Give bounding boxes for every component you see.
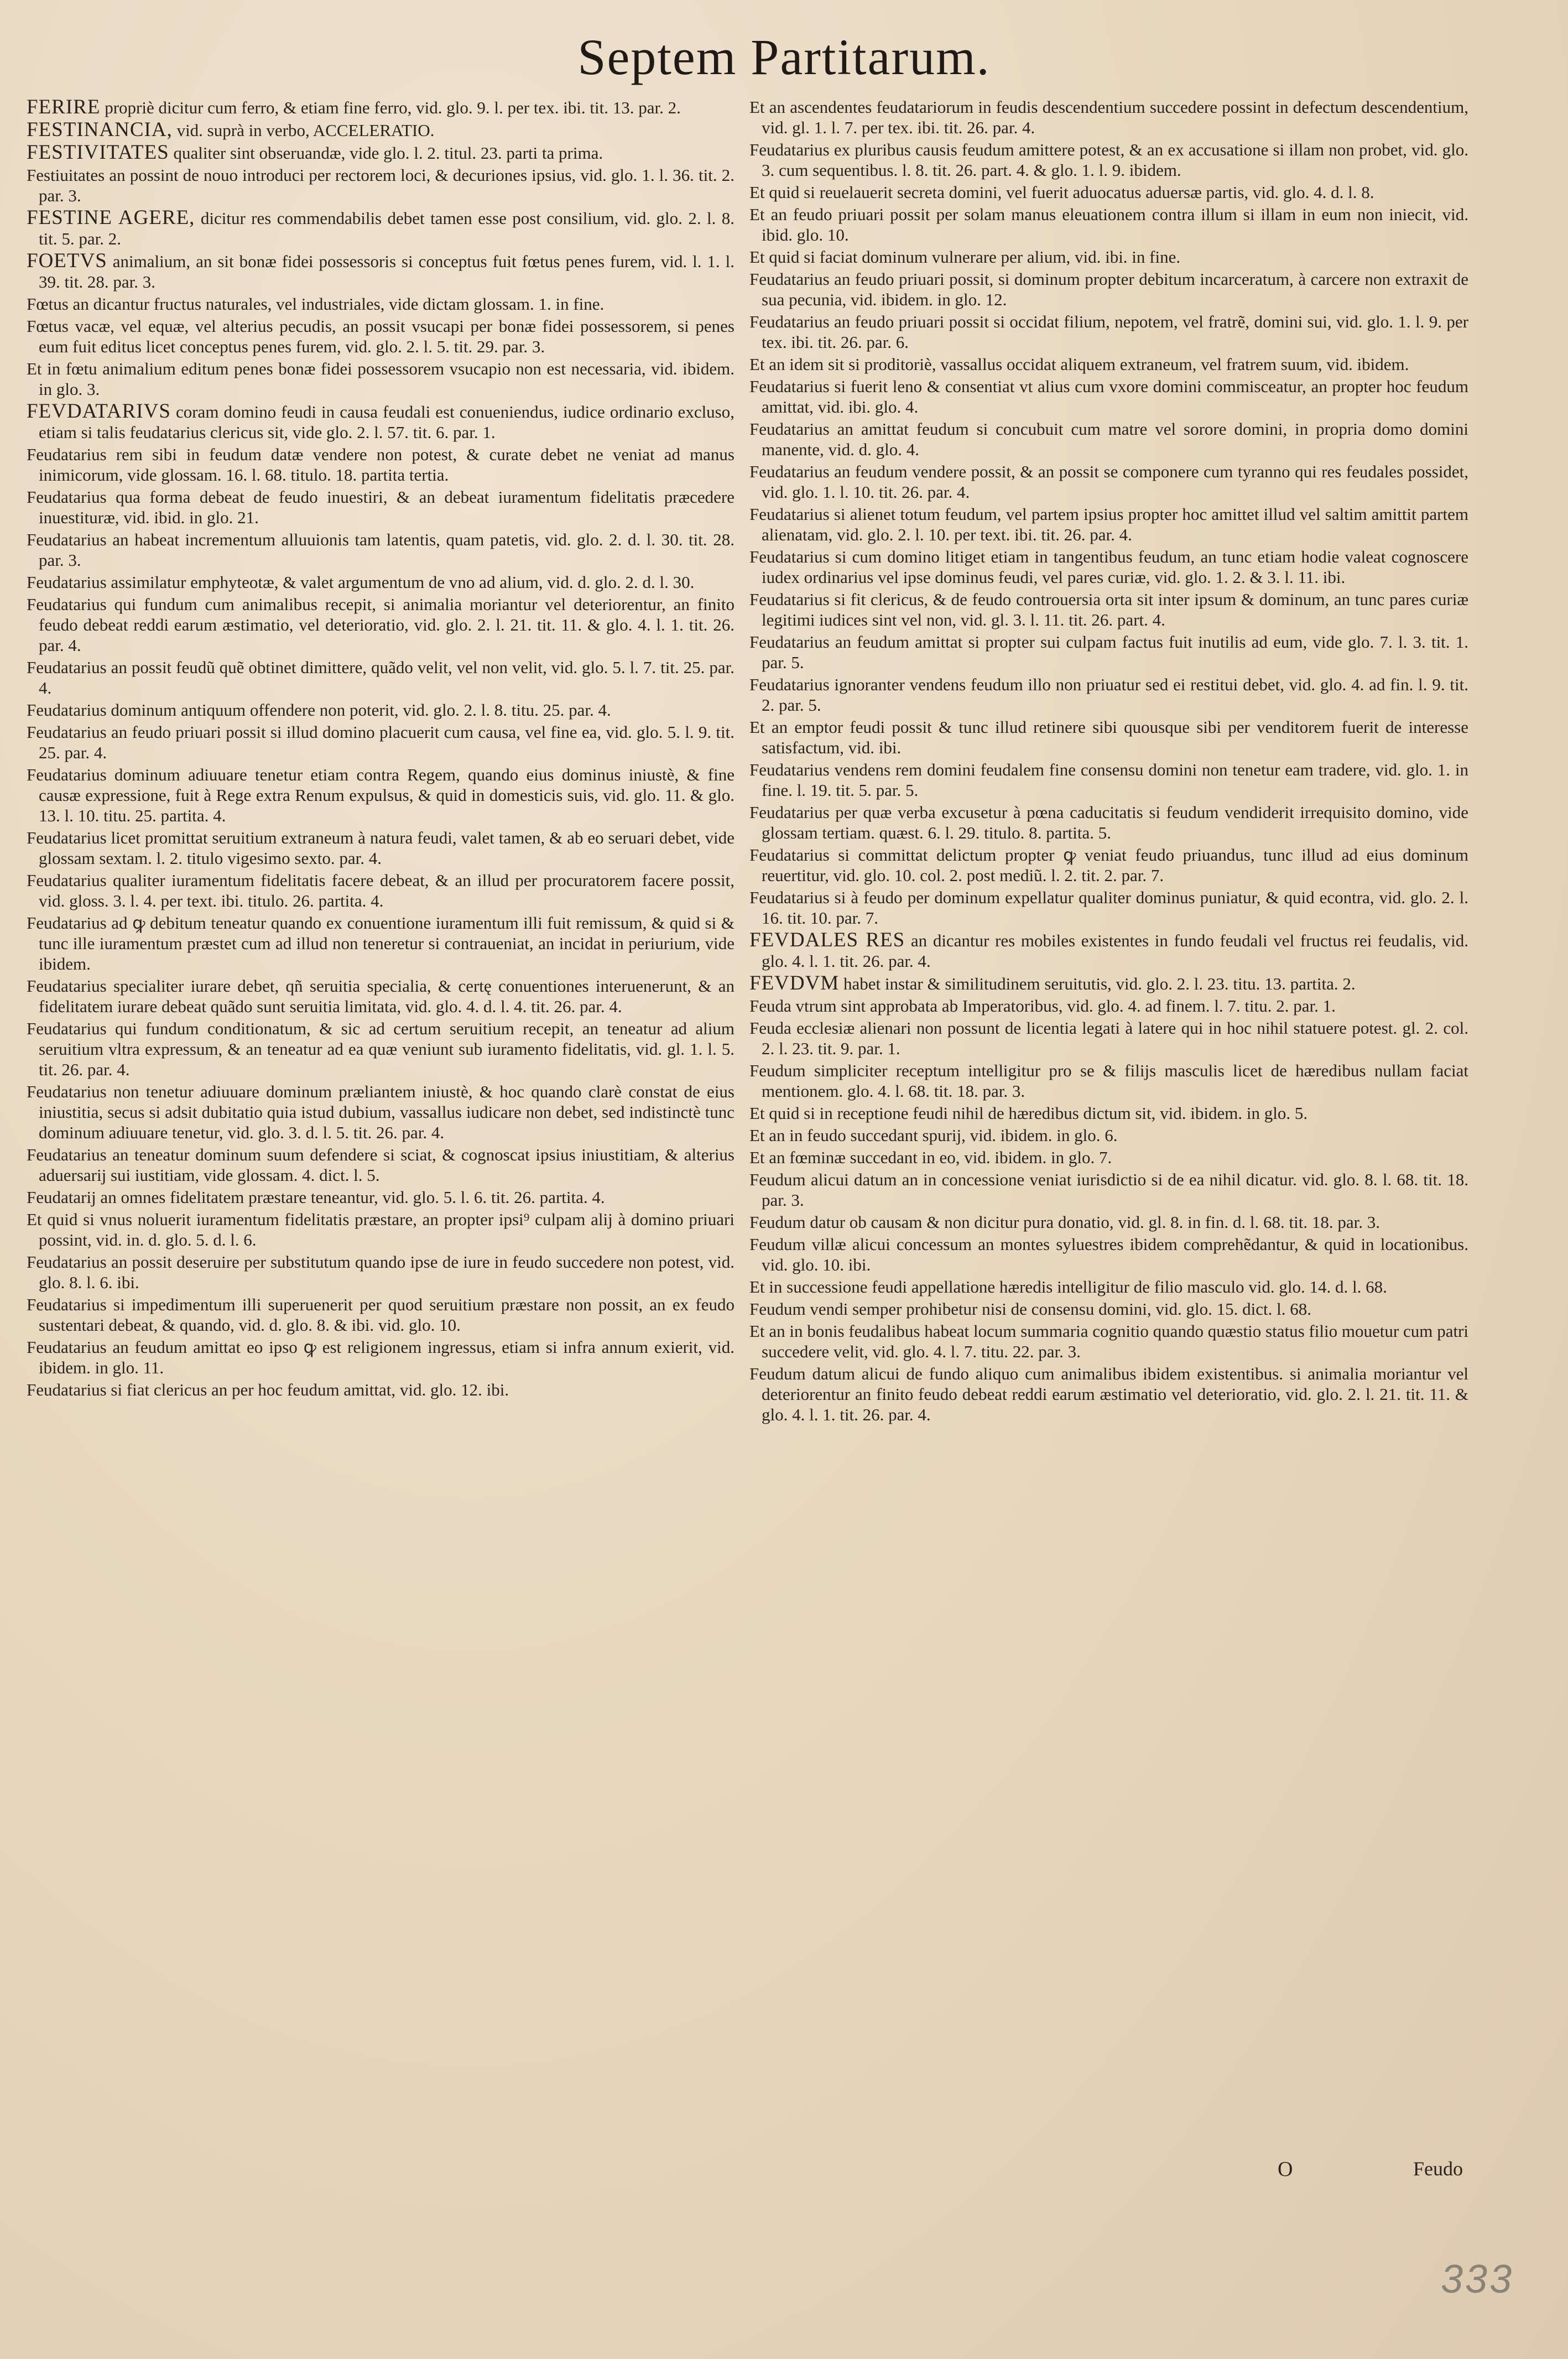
entry-text: Feudatarius per quæ verba excusetur à pœna caducitatis si feudum vendiderit irrequisito domino, vide glossam tertiam. quæst. 6. l. 29. titulo. 8. partita. 5. bbox=[749, 803, 1468, 842]
entry-headword: FEVDATARIVS bbox=[27, 400, 171, 423]
entry-text: Feudum simpliciter receptum intelligitur pro se & filijs masculis licet de hæredibus nullam faciat mentionem. glo. 4. l. 68. tit. 18. par. 3. bbox=[749, 1061, 1468, 1101]
entry-text: Feudatarius an feudo priuari possit si occidat filium, nepotem, vel fratrẽ, domini sui, vid. glo. 1. l. 9. per tex. ibi. tit. 26. par. 6. bbox=[749, 312, 1468, 352]
index-entry bbox=[27, 1379, 734, 1400]
signature-mark: O bbox=[1278, 2158, 1293, 2181]
index-entry bbox=[749, 759, 1468, 800]
entry-headword: FEVDALES RES bbox=[749, 929, 905, 951]
index-entry bbox=[749, 1147, 1468, 1168]
entry-headword: FESTINE AGERE, bbox=[27, 206, 195, 229]
index-entry bbox=[749, 1299, 1468, 1319]
index-entry bbox=[749, 97, 1468, 138]
entry-text: Feudatarius si alienet totum feudum, vel partem ipsius propter hoc amittet illud vel saltim amittit partem alienatam, vid. glo. 2. l. 10. per text. ibi. tit. 26. par. 4. bbox=[749, 504, 1468, 544]
index-entry bbox=[749, 1125, 1468, 1145]
running-head: Septem Partitarum. bbox=[577, 29, 991, 85]
index-entry bbox=[27, 97, 734, 118]
entry-text: Feudatarius qui fundum cum animalibus recepit, si animalia moriantur vel deteriorentur, an finito feudo debeat reddi earum æstimatio, vel deterioratio, vid. glo. 2. l. 21. tit. 11. & glo. 4. l. 1. tit. 26. par. 4. bbox=[27, 595, 734, 655]
index-entry bbox=[749, 1212, 1468, 1232]
index-entry bbox=[749, 182, 1468, 202]
entry-headword: FEVDVM bbox=[749, 972, 840, 994]
index-entry bbox=[749, 1277, 1468, 1297]
entry-headword: FESTINANCIA, bbox=[27, 118, 173, 141]
entry-text: Festiuitates an possint de nouo introduci per rectorem loci, & decuriones ipsius, vid. glo. 1. l. 36. tit. 2. par. 3. bbox=[27, 165, 734, 205]
entry-text: Et quid si vnus noluerit iuramentum fidelitatis præstare, an propter ipsi⁹ culpam alij à domino priuari possint, vid. in. d. glo. 5. d. l. 6. bbox=[27, 1210, 734, 1249]
entry-text: Feudatarius an feudum vendere possit, & an possit se componere cum tyranno qui res feudales possidet, vid. glo. 1. l. 10. tit. 26. par. 4. bbox=[749, 462, 1468, 502]
entry-text: Feudatarius si committat delictum propter ꝙ veniat feudo priuandus, tunc illud ad eius dominum reuertitur, vid. glo. 10. col. 2. post mediũ. l. 2. tit. 2. par. 7. bbox=[749, 845, 1468, 885]
index-entry bbox=[27, 119, 734, 140]
index-entry bbox=[27, 294, 734, 314]
index-entry bbox=[27, 722, 734, 763]
entry-text: coram domino feudi in causa feudali est conueniendus, iudice ordinario excluso, etiam si talis feudatarius clericus sit, vide glo. 2. l. 57. tit. 6. par. 1. bbox=[39, 402, 734, 442]
entry-text: Feudatarius an possit deseruire per substitutum quando ipse de iure in feudo succedere non potest, vid. glo. 8. l. 6. ibi. bbox=[27, 1252, 734, 1292]
entry-text: Feudatarius an possit feudũ quẽ obtinet dimittere, quãdo velit, vel non velit, vid. glo. 5. l. 7. tit. 25. par. 4. bbox=[27, 658, 734, 697]
index-entry bbox=[749, 802, 1468, 843]
index-entry bbox=[27, 251, 734, 292]
entry-text: vid. suprà in verbo, ACCELERATIO. bbox=[172, 121, 435, 140]
entry-text: an dicantur res mobiles existentes in fundo feudali vel fructus rei feudalis, vid. glo. 4. l. 1. tit. 26. par. 4. bbox=[762, 931, 1468, 971]
index-entry bbox=[749, 973, 1468, 994]
index-entry bbox=[27, 827, 734, 868]
index-entry bbox=[27, 487, 734, 528]
entry-text: Et quid si faciat dominum vulnerare per alium, vid. ibi. in fine. bbox=[749, 247, 1181, 267]
entry-headword: FESTIVITATES bbox=[27, 141, 169, 164]
entry-text: propriè dicitur cum ferro, & etiam fine ferro, vid. glo. 9. l. per tex. ibi. tit. 13. par. 2. bbox=[100, 98, 681, 117]
index-entry bbox=[749, 504, 1468, 545]
entry-text: Feudatarius si cum domino litiget etiam in tangentibus feudum, an tunc etiam hodie valeat cognoscere iudex ordinarius vel ipse dominus feudi, vel pares curiæ, vid. glo. 1. 2. & 3. l. 11. ibi. bbox=[749, 547, 1468, 587]
index-entry bbox=[27, 401, 734, 442]
index-entry bbox=[749, 1060, 1468, 1101]
entry-text: Et an ascendentes feudatariorum in feudis descendentium succedere possint in defectum descendentium, vid. gl. 1. l. 7. per tex. ibi. tit. 26. par. 4. bbox=[749, 97, 1468, 137]
index-entry bbox=[27, 1018, 734, 1080]
index-entry bbox=[749, 461, 1468, 502]
entry-text: Feudum datur ob causam & non dicitur pura donatio, vid. gl. 8. in fin. d. l. 68. tit. 18. par. 3. bbox=[749, 1212, 1380, 1232]
entry-text: Feudatarius licet promittat seruitium extraneum à natura feudi, valet tamen, & ab eo seruari debet, vide glossam sextam. l. 2. titulo vigesimo sexto. par. 4. bbox=[27, 828, 734, 868]
left-column bbox=[27, 97, 734, 1402]
index-entry bbox=[27, 165, 734, 206]
entry-text: Feudatarius an habeat incrementum alluuionis tam latentis, quam patetis, vid. glo. 2. d. l. 30. tit. 28. par. 3. bbox=[27, 530, 734, 570]
entry-text: Et an fœminæ succedant in eo, vid. ibidem. in glo. 7. bbox=[749, 1148, 1112, 1167]
index-entry bbox=[27, 529, 734, 570]
entry-text: Feudatarius an feudum amittat si propter sui culpam factus fuit inutilis ad eum, vide glo. 7. l. 3. tit. 1. par. 5. bbox=[749, 632, 1468, 672]
entry-headword: FOETVS bbox=[27, 249, 107, 272]
index-entry bbox=[749, 1363, 1468, 1425]
index-entry bbox=[27, 142, 734, 163]
entry-text: Feudatarius assimilatur emphyteotæ, & valet argumentum de vno ad alium, vid. d. glo. 2. d. l. 30. bbox=[27, 572, 695, 592]
entry-text: Feudatarius qualiter iuramentum fidelitatis facere debeat, & an illud per procuratorem facere possit, vid. gloss. 3. l. 4. per text. ibi. titulo. 26. partita. 4. bbox=[27, 871, 734, 910]
entry-text: Feudatarius ex pluribus causis feudum amittere potest, & an ex accusatione si illam non probet, vid. glo. 3. cum sequentibus. l. 8. tit. 26. part. 4. & glo. 1. l. 9. ibidem. bbox=[749, 140, 1468, 180]
index-entry bbox=[27, 316, 734, 357]
entry-text: Feudatarius si fuerit leno & consentiat vt alius cum vxore domini commisceatur, an propter hoc feudum amittat, vid. ibi. glo. 4. bbox=[749, 377, 1468, 416]
entry-text: Et an idem sit si proditoriè, vassallus occidat aliquem extraneum, vel fratrem suum, vid. ibidem. bbox=[749, 355, 1409, 374]
entry-text: Et an emptor feudi possit & tunc illud retinere sibi quousque sibi per venditorem fuerit de interesse satisfactum, vid. ibi. bbox=[749, 717, 1468, 757]
entry-text: Feudatarius an teneatur dominum suum defendere si sciat, & cognoscat ipsius iniustitiam, & alterius aduersarij sui iustitiam, vide glossam. 4. dict. l. 5. bbox=[27, 1145, 734, 1185]
index-entry bbox=[749, 247, 1468, 267]
index-entry bbox=[27, 358, 734, 399]
entry-text: Feudatarius si fiat clericus an per hoc feudum amittat, vid. glo. 12. ibi. bbox=[27, 1380, 509, 1399]
index-entry bbox=[749, 204, 1468, 245]
index-entry bbox=[27, 207, 734, 249]
entry-text: Feudatarius dominum adiuuare tenetur etiam contra Regem, quando eius dominus iniustè, & fine causæ expressione, fuit à Rege extra Renum expulsus, & quid in domesticis suis, vid. glo. 11. & glo. 13. l. 10. titu. 25. partita. 4. bbox=[27, 765, 734, 825]
index-entry bbox=[27, 1337, 734, 1378]
index-entry bbox=[27, 444, 734, 485]
index-entry bbox=[27, 1187, 734, 1207]
index-entry bbox=[27, 700, 734, 720]
entry-text: Feudatarius si à feudo per dominum expellatur qualiter dominus puniatur, & quid econtra, vid. glo. 2. l. 16. tit. 10. par. 7. bbox=[749, 888, 1468, 928]
entry-text: Et in fœtu animalium editum penes bonæ fidei possessorem vsucapio non est necessaria, vid. ibidem. in glo. 3. bbox=[27, 359, 734, 399]
entry-text: dicitur res commendabilis debet tamen esse post consilium, vid. glo. 2. l. 8. tit. 5. par. 2. bbox=[39, 209, 734, 248]
entry-text: Feudatarius si fit clericus, & de feudo controuersia orta sit inter ipsum & dominum, an tunc pares curiæ legitimi iudices sint vel non, vid. gl. 3. l. 11. tit. 26. part. 4. bbox=[749, 590, 1468, 629]
index-entry bbox=[27, 657, 734, 698]
entry-text: Feudatarius ignoranter vendens feudum illo non priuatur sed ei restitui debet, vid. glo. 4. ad fin. l. 9. tit. 2. par. 5. bbox=[749, 675, 1468, 715]
index-entry bbox=[27, 1144, 734, 1185]
entry-text: Feudatarius an feudo priuari possit, si dominum propter debitum incarceratum, à carcere non extraxit de sua pecunia, vid. ibidem. in glo. 12. bbox=[749, 269, 1468, 309]
entry-text: Et quid si in receptione feudi nihil de hæredibus dictum sit, vid. ibidem. in glo. 5. bbox=[749, 1103, 1308, 1123]
entry-text: Feudatarius ad ꝙ debitum teneatur quando ex conuentione iuramentum illi fuit remissum, & quid si & tunc ille iuramentum præstet cum ad illud non teneretur si contraueniat, an incidat in periurium, vide ibidem. bbox=[27, 913, 734, 973]
right-column bbox=[749, 97, 1468, 1426]
entry-text: Feudatarius rem sibi in feudum datæ vendere non potest, & curate debet ne veniat ad manus inimicorum, vide glossam. 16. l. 68. titulo. 18. partita tertia. bbox=[27, 445, 734, 485]
entry-text: Feudatarij an omnes fidelitatem præstare teneantur, vid. glo. 5. l. 6. tit. 26. partita. 4. bbox=[27, 1188, 605, 1207]
entry-text: Et an in feudo succedant spurij, vid. ibidem. in glo. 6. bbox=[749, 1126, 1118, 1145]
entry-text: Et an feudo priuari possit per solam manus eleuationem contra illum si illam in eum non iniecit, vid. ibid. glo. 10. bbox=[749, 205, 1468, 244]
entry-headword: FERIRE bbox=[27, 96, 101, 118]
entry-text: animalium, an sit bonæ fidei possessoris si conceptus fuit fœtus penes furem, vid. l. 1. l. 39. tit. 28. par. 3. bbox=[39, 252, 734, 291]
index-entry bbox=[749, 589, 1468, 630]
entry-text: Feudatarius qui fundum conditionatum, & sic ad certum seruitium recepit, an teneatur ad alium seruitium vltra expressum, & an teneatur ad ea quæ veniunt sub iuramento fidelitatis, vid. gl. 1. l. 5. tit. 26. par. 4. bbox=[27, 1019, 734, 1079]
index-entry bbox=[27, 870, 734, 911]
entry-text: Feudum vendi semper prohibetur nisi de consensu domini, vid. glo. 15. dict. l. 68. bbox=[749, 1299, 1311, 1319]
index-entry bbox=[749, 376, 1468, 417]
index-entry bbox=[27, 913, 734, 974]
index-entry bbox=[749, 632, 1468, 673]
index-entry bbox=[27, 1081, 734, 1143]
entry-text: Feudum datum alicui de fundo aliquo cum animalibus ibidem existentibus. si animalia moriantur vel deteriorentur an finito feudo debeat reddi earum æstimatio vel deterioratio, vid. glo. 2. l. 21. tit. 11. & glo. 4. l. 1. tit. 26. par. 4. bbox=[749, 1364, 1468, 1424]
entry-text: Feudatarius si impedimentum illi superuenerit per quod seruitium præstare non possit, an ex feudo sustentari debeat, & quando, vid. d. glo. 8. & ibi. vid. glo. 10. bbox=[27, 1295, 734, 1335]
index-entry bbox=[27, 1209, 734, 1250]
entry-text: Feudatarius an feudo priuari possit si illud domino placuerit cum causa, vel fine ea, vid. glo. 5. l. 9. tit. 25. par. 4. bbox=[27, 722, 734, 762]
index-entry bbox=[749, 717, 1468, 758]
index-entry bbox=[749, 1018, 1468, 1059]
entry-text: Feudatarius non tenetur adiuuare dominum præliantem iniustè, & hoc quando clarè constat de eius iniustitia, secus si adsit dubitatio quia istud dubium, vassallus iudicare non debet, sed indistinctè tunc dominum adiuuare tenetur, vid. glo. 3. d. l. 5. tit. 26. par. 4. bbox=[27, 1082, 734, 1142]
index-entry bbox=[749, 311, 1468, 352]
index-entry bbox=[749, 546, 1468, 587]
index-entry bbox=[749, 419, 1468, 460]
entry-text: Feudatarius an amittat feudum si concubuit cum matre vel sorore domini, in propria domo domini manente, vid. d. glo. 4. bbox=[749, 419, 1468, 459]
index-entry bbox=[749, 1169, 1468, 1210]
entry-text: Feudum alicui datum an in concessione veniat iurisdictio si de ea nihil dicatur. vid. glo. 8. l. 68. tit. 18. par. 3. bbox=[749, 1170, 1468, 1210]
index-entry bbox=[749, 674, 1468, 715]
folio-number: 333 bbox=[1441, 2257, 1514, 2301]
index-entry bbox=[27, 1294, 734, 1335]
entry-text: qualiter sint obseruandæ, vide glo. l. 2. titul. 23. parti ta prima. bbox=[169, 143, 603, 163]
index-entry bbox=[749, 887, 1468, 928]
entry-text: Et in successione feudi appellatione hæredis intelligitur de filio masculo vid. glo. 14. d. l. 68. bbox=[749, 1277, 1387, 1296]
entry-text: Fœtus vacæ, vel equæ, vel alterius pecudis, an possit vsucapi per bonæ fidei possessorem, si penes eum fuit editus licet conceptus penes furem, vid. glo. 2. l. 5. tit. 29. par. 3. bbox=[27, 316, 734, 356]
entry-text: Feudum villæ alicui concessum an montes syluestres ibidem comprehẽdantur, & quid in locationibus. vid. glo. 10. ibi. bbox=[749, 1235, 1468, 1274]
index-entry bbox=[749, 845, 1468, 886]
index-entry bbox=[27, 1252, 734, 1293]
index-entry bbox=[749, 269, 1468, 310]
index-entry bbox=[27, 976, 734, 1017]
entry-text: Feudatarius qua forma debeat de feudo inuestiri, & an debeat iuramentum fidelitatis præcedere inuestituræ, vid. ibid. in glo. 21. bbox=[27, 487, 734, 527]
index-entry bbox=[749, 1234, 1468, 1275]
entry-text: Feuda vtrum sint approbata ab Imperatoribus, vid. glo. 4. ad finem. l. 7. titu. 2. par. 1. bbox=[749, 996, 1336, 1016]
index-entry bbox=[749, 354, 1468, 374]
entry-text: Fœtus an dicantur fructus naturales, vel industriales, vide dictam glossam. 1. in fine. bbox=[27, 294, 605, 314]
index-entry bbox=[27, 572, 734, 592]
entry-text: Feudatarius an feudum amittat eo ipso ꝙ est religionem ingressus, etiam si infra annum exierit, vid. ibidem. in glo. 11. bbox=[27, 1337, 734, 1377]
index-entry bbox=[27, 764, 734, 826]
catchword: Feudo bbox=[1413, 2158, 1463, 2180]
entry-text: Feudatarius specialiter iurare debet, qñ seruitia specialia, & certę conuentiones interuenerunt, & an fidelitatem iurare debeat quãdo sunt seruitia limitata, vid. glo. 4. d. l. 4. tit. 26. par. 4. bbox=[27, 976, 734, 1016]
entry-text: Feudatarius dominum antiquum offendere non poterit, vid. glo. 2. l. 8. titu. 25. par. 4. bbox=[27, 700, 611, 720]
entry-text: Feuda ecclesiæ alienari non possunt de licentia legati à latere qui in hoc nihil statuere potest. gl. 2. col. 2. l. 23. tit. 9. par. 1. bbox=[749, 1018, 1468, 1058]
index-entry bbox=[749, 930, 1468, 971]
entry-text: Et quid si reuelauerit secreta domini, vel fuerit aduocatus aduersæ partis, vid. glo. 4. d. l. 8. bbox=[749, 183, 1374, 202]
index-entry bbox=[27, 594, 734, 655]
index-entry bbox=[749, 1103, 1468, 1123]
index-entry bbox=[749, 996, 1468, 1016]
entry-text: Feudatarius vendens rem domini feudalem fine consensu domini non tenetur eam tradere, vid. glo. 1. in fine. l. 19. tit. 5. par. 5. bbox=[749, 760, 1468, 800]
index-entry bbox=[749, 139, 1468, 180]
index-entry bbox=[749, 1321, 1468, 1362]
entry-text: Et an in bonis feudalibus habeat locum summaria cognitio quando quæstio status filio mouetur cum patri succedere velit, vid. glo. 4. l. 7. titu. 22. par. 3. bbox=[749, 1321, 1468, 1361]
entry-text: habet instar & similitudinem seruitutis, vid. glo. 2. l. 23. titu. 13. partita. 2. bbox=[839, 974, 1356, 993]
